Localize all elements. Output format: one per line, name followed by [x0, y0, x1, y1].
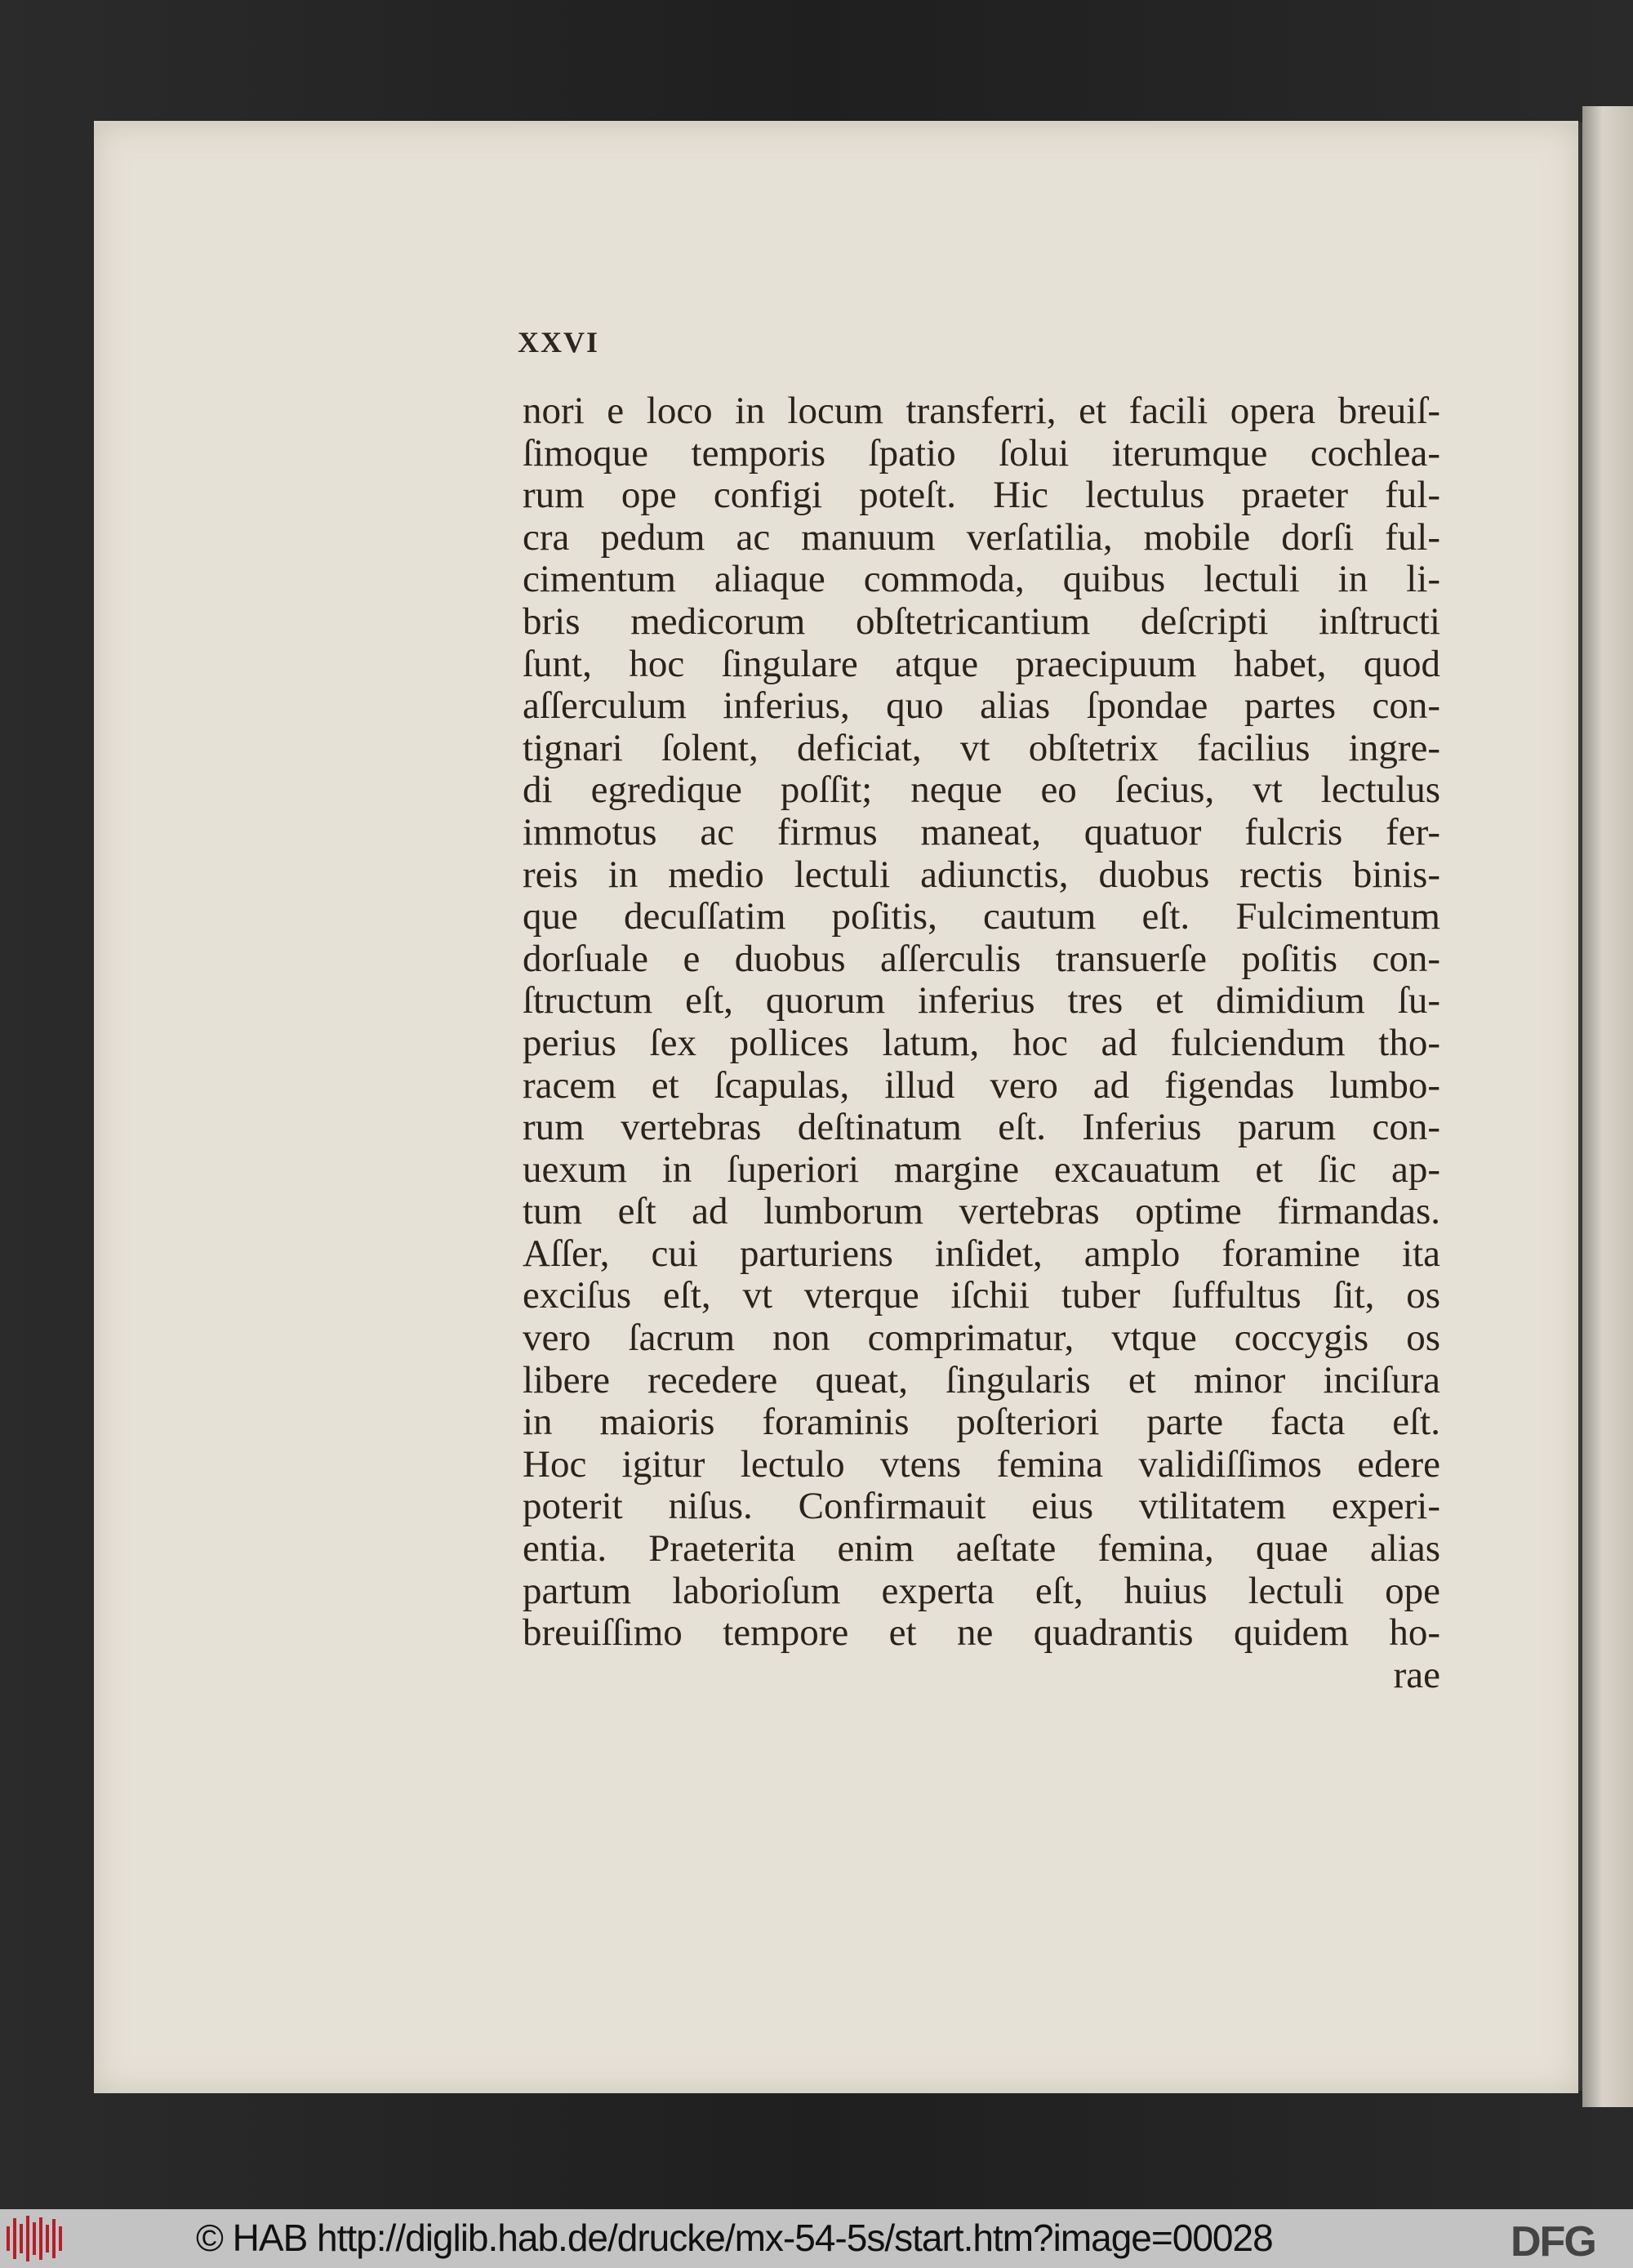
text-line: exciſus eſt, vt vterque iſchii tuber ſuffultus ſit, os	[523, 1274, 1440, 1317]
text-line: tum eſt ad lumborum vertebras optime firmandas.	[523, 1190, 1440, 1233]
text-line: dorſuale e duobus aſſerculis transuerſe poſitis con-	[523, 937, 1440, 980]
text-line: racem et ſcapulas, illud vero ad figendas lumbo-	[523, 1063, 1440, 1107]
text-line: rum ope configi poteſt. Hic lectulus praeter ful-	[523, 474, 1440, 517]
text-line: bris medicorum obſtetricantium deſcripti inſtructi	[523, 599, 1440, 643]
text-line: poterit niſus. Confirmauit eius vtilitatem experi-	[523, 1485, 1440, 1528]
text-line: que decuſſatim poſitis, cautum eſt. Fulcimentum	[523, 895, 1440, 938]
text-line: reis in medio lectuli adiunctis, duobus rectis binis-	[523, 853, 1440, 896]
text-line: di egredique poſſit; neque eo ſecius, vt lectulus	[523, 769, 1440, 812]
text-line: rum vertebras deſtinatum eſt. Inferius parum con-	[523, 1106, 1440, 1149]
text-line: rae	[1393, 1653, 1440, 1696]
dfg-logo: DFG	[1511, 2218, 1595, 2266]
text-line: ſtructum eſt, quorum inferius tres et dimidium ſu-	[523, 979, 1440, 1023]
text-line: Aſſer, cui parturiens inſidet, amplo foramine ita	[523, 1232, 1440, 1275]
text-line: libere recedere queat, ſingularis et minor inciſura	[523, 1358, 1440, 1401]
hab-logo-icon	[7, 2216, 68, 2261]
text-line: aſſerculum inferius, quo alias ſpondae partes con-	[523, 684, 1440, 728]
footer-bar	[0, 2209, 1633, 2268]
text-line: ſimoque temporis ſpatio ſolui iterumque cochlea-	[523, 431, 1440, 475]
body-text	[523, 390, 1440, 1696]
text-line: immotus ac firmus maneat, quatuor fulcris fer-	[523, 810, 1440, 853]
text-line: perius ſex pollices latum, hoc ad fulciendum tho-	[523, 1021, 1440, 1064]
text-line: cimentum aliaque commoda, quibus lectuli in li-	[523, 558, 1440, 601]
copyright-link[interactable]: © HAB http://diglib.hab.de/drucke/mx-54-5s/start.htm?image=00028	[196, 2217, 1273, 2259]
text-line: breuiſſimo tempore et ne quadrantis quidem ho-	[523, 1611, 1440, 1655]
text-line: cra pedum ac manuum verſatilia, mobile dorſi ful-	[523, 515, 1440, 559]
text-line: nori e loco in locum transferri, et facili opera breuiſ-	[523, 390, 1440, 432]
text-line: in maioris foraminis poſteriori parte facta eſt.	[523, 1401, 1440, 1444]
page-number: XXVI	[518, 326, 600, 359]
text-line: vero ſacrum non comprimatur, vtque coccygis os	[523, 1317, 1440, 1360]
text-line: Hoc igitur lectulo vtens femina validiſſimos edere	[523, 1442, 1440, 1486]
text-line: uexum in ſuperiori margine excauatum et ſic ap-	[523, 1147, 1440, 1191]
text-line: entia. Praeterita enim aeſtate femina, quae alias	[523, 1527, 1440, 1571]
text-line: tignari ſolent, deficiat, vt obſtetrix facilius ingre-	[523, 726, 1440, 769]
next-page-edge	[1582, 106, 1633, 2107]
text-line: ſunt, hoc ſingulare atque praecipuum habet, quod	[523, 642, 1440, 685]
text-line: partum laborioſum experta eſt, huius lectuli ope	[523, 1569, 1440, 1612]
